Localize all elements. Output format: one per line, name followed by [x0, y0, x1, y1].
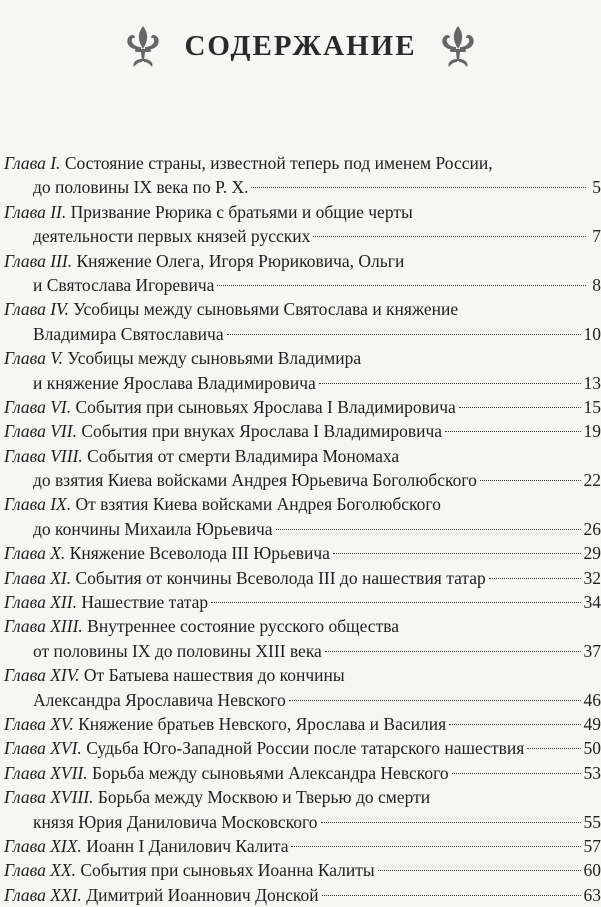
toc-entry[interactable] — [0, 834, 601, 858]
page-number[interactable]: 63 — [584, 883, 601, 907]
toc-line-text — [4, 736, 524, 760]
toc-entry[interactable] — [0, 200, 601, 249]
page-number[interactable]: 55 — [584, 810, 601, 834]
toc-entry[interactable] — [0, 444, 601, 493]
toc-line-text — [33, 517, 273, 541]
toc-entry[interactable] — [0, 883, 601, 907]
chapter-title: деятельности первых князей русских — [33, 226, 310, 246]
chapter-label: Глава II. — [4, 202, 66, 222]
toc-line — [0, 614, 601, 638]
toc-entry[interactable] — [0, 346, 601, 395]
toc-entry[interactable] — [0, 151, 601, 200]
chapter-title: Княжение Всеволода III Юрьевича — [70, 543, 330, 563]
chapter-title: События от смерти Владимира Мономаха — [87, 446, 399, 466]
toc-entry[interactable] — [0, 614, 601, 663]
toc-line — [0, 492, 601, 516]
page-number[interactable]: 53 — [584, 761, 601, 785]
toc-entry[interactable] — [0, 395, 601, 419]
toc-line — [0, 444, 601, 468]
toc-entry[interactable] — [0, 785, 601, 834]
toc-line-continued — [0, 371, 601, 395]
toc-line-text — [4, 566, 486, 590]
chapter-title: События при сыновьях Ярослава I Владимировича — [76, 397, 456, 417]
dot-leader — [227, 334, 581, 335]
toc-entry[interactable] — [0, 663, 601, 712]
toc-line-text — [4, 202, 413, 222]
chapter-title: и княжение Ярослава Владимировича — [33, 373, 316, 393]
chapter-title: Усобицы между сыновьями Святослава и княжение — [73, 299, 458, 319]
page-number[interactable]: 15 — [584, 395, 601, 419]
page-number[interactable]: 29 — [584, 541, 601, 565]
toc-line-text — [33, 175, 248, 199]
chapter-label: Глава V. — [4, 348, 63, 368]
dot-leader — [291, 846, 580, 847]
toc-line — [0, 395, 601, 419]
chapter-title: Александра Ярославича Невского — [33, 690, 286, 710]
fleur-de-lis-icon — [435, 23, 481, 69]
toc-line — [0, 834, 601, 858]
dot-leader — [313, 236, 586, 237]
toc-entry[interactable] — [0, 590, 601, 614]
chapter-label: Глава IV. — [4, 299, 69, 319]
toc-line-continued — [0, 175, 601, 199]
chapter-label: Глава XVIII. — [4, 787, 93, 807]
toc-line — [0, 883, 601, 907]
dot-leader — [378, 870, 581, 871]
dot-leader — [211, 602, 580, 603]
chapter-label: Глава VIII. — [4, 446, 83, 466]
chapter-label: Глава XIII. — [4, 616, 83, 636]
chapter-label: Глава XII. — [4, 592, 77, 612]
toc-line — [0, 541, 601, 565]
chapter-title: Княжение братьев Невского, Ярослава и Василия — [78, 714, 446, 734]
toc-line-text — [4, 858, 375, 882]
chapter-title: Усобицы между сыновьями Владимира — [67, 348, 361, 368]
toc-line-text — [4, 541, 330, 565]
chapter-title: Владимира Святославича — [33, 324, 224, 344]
toc-line-text — [4, 299, 458, 319]
chapter-title: От Батыева нашествия до кончины — [84, 665, 345, 685]
chapter-label: Глава XX. — [4, 860, 76, 880]
chapter-label: Глава I. — [4, 153, 60, 173]
toc-entry[interactable] — [0, 419, 601, 443]
page-number[interactable]: 50 — [584, 736, 601, 760]
chapter-title: и Святослава Игоревича — [33, 275, 214, 295]
chapter-title: Димитрий Иоаннович Донской — [86, 885, 318, 905]
page-number[interactable]: 34 — [584, 590, 601, 614]
chapter-label: Глава VI. — [4, 397, 71, 417]
dot-leader — [251, 187, 586, 188]
toc-line-text — [4, 446, 399, 466]
dot-leader — [217, 285, 586, 286]
toc-line-text — [4, 712, 446, 736]
chapter-label: Глава XXI. — [4, 885, 82, 905]
toc-entry[interactable] — [0, 297, 601, 346]
dot-leader — [527, 748, 580, 749]
dot-leader — [289, 700, 581, 701]
chapter-label: Глава VII. — [4, 421, 77, 441]
chapter-title: Состояние страны, известной теперь под именем России, — [65, 153, 493, 173]
chapter-title: Внутреннее состояние русского общества — [87, 616, 399, 636]
toc-line — [0, 785, 601, 809]
dot-leader — [319, 383, 581, 384]
toc-line-continued — [0, 273, 601, 297]
toc-line-continued — [0, 517, 601, 541]
toc-line — [0, 858, 601, 882]
dot-leader — [480, 480, 581, 481]
toc-line — [0, 590, 601, 614]
toc-line-text — [4, 419, 442, 443]
toc-line — [0, 761, 601, 785]
chapter-label: Глава XV. — [4, 714, 74, 734]
chapter-label: Глава IX. — [4, 494, 71, 514]
chapter-label: Глава XI. — [4, 568, 71, 588]
chapter-label: Глава X. — [4, 543, 65, 563]
toc-line-text — [33, 224, 310, 248]
toc-line — [0, 151, 601, 175]
toc-entry[interactable] — [0, 249, 601, 298]
dot-leader — [489, 578, 581, 579]
page-number[interactable]: 26 — [584, 517, 601, 541]
toc-line — [0, 346, 601, 370]
toc-entry[interactable] — [0, 492, 601, 541]
toc-line-text — [33, 371, 316, 395]
toc-line-continued — [0, 224, 601, 248]
dot-leader — [445, 431, 580, 432]
chapter-title: до половины IX века по Р. Х. — [33, 177, 248, 197]
toc-line-text — [33, 810, 318, 834]
toc-line-text — [4, 616, 399, 636]
chapter-title: События при внуках Ярослава I Владимировича — [81, 421, 442, 441]
toc-entry[interactable] — [0, 761, 601, 785]
chapter-label: Глава XVI. — [4, 738, 82, 758]
page-number[interactable]: 22 — [584, 468, 601, 492]
toc-line — [0, 249, 601, 273]
chapter-title: Княжение Олега, Игоря Рюриковича, Ольги — [76, 251, 404, 271]
toc-line — [0, 419, 601, 443]
dot-leader — [276, 529, 581, 530]
toc-line-text — [33, 468, 477, 492]
toc-line — [0, 566, 601, 590]
toc-line-text — [4, 834, 288, 858]
toc-entry[interactable] — [0, 541, 601, 565]
dot-leader — [333, 553, 581, 554]
page-number[interactable]: 7 — [589, 224, 601, 248]
toc-line-text — [4, 494, 441, 514]
toc-line-text — [4, 787, 430, 807]
chapter-title: князя Юрия Даниловича Московского — [33, 812, 318, 832]
chapter-title: до взятия Киева войсками Андрея Юрьевича Боголюбского — [33, 470, 477, 490]
dot-leader — [325, 651, 581, 652]
chapter-title: Призвание Рюрика с братьями и общие черты — [71, 202, 413, 222]
toc-line-text — [33, 273, 214, 297]
toc-entry[interactable] — [0, 712, 601, 736]
toc-line — [0, 200, 601, 224]
toc-line-text — [4, 761, 449, 785]
page-number[interactable]: 8 — [589, 273, 601, 297]
toc-line-text — [33, 322, 224, 346]
toc-line-continued — [0, 468, 601, 492]
toc-line-text — [4, 395, 456, 419]
page-number[interactable]: 13 — [584, 371, 601, 395]
dot-leader — [322, 895, 581, 896]
toc-line-text — [4, 883, 319, 907]
page-title: СОДЕРЖАНИЕ — [184, 30, 416, 63]
toc-line-text — [4, 251, 404, 271]
page-number[interactable]: 5 — [589, 175, 601, 199]
dot-leader — [449, 724, 580, 725]
chapter-label: Глава XIV. — [4, 665, 80, 685]
dot-leader — [321, 822, 581, 823]
chapter-label: Глава XVII. — [4, 763, 88, 783]
page-header — [0, 14, 601, 78]
chapter-title: от половины IX до половины XIII века — [33, 641, 322, 661]
chapter-title: до кончины Михаила Юрьевича — [33, 519, 273, 539]
chapter-title: Нашествие татар — [81, 592, 208, 612]
toc-line — [0, 663, 601, 687]
page-number[interactable]: 32 — [584, 566, 601, 590]
toc-line-continued — [0, 322, 601, 346]
toc-entry[interactable] — [0, 566, 601, 590]
chapter-title: От взятия Киева войсками Андрея Боголюбского — [76, 494, 441, 514]
toc-line-text — [4, 665, 345, 685]
toc-line — [0, 297, 601, 321]
toc-line-continued — [0, 810, 601, 834]
toc-line — [0, 712, 601, 736]
toc-line-text — [4, 153, 493, 173]
chapter-title: События от кончины Всеволода III до нашествия татар — [76, 568, 486, 588]
page-number[interactable]: 10 — [584, 322, 601, 346]
toc-line-text — [4, 348, 361, 368]
toc-line-continued — [0, 688, 601, 712]
toc-line-continued — [0, 639, 601, 663]
page-number[interactable]: 57 — [584, 834, 601, 858]
dot-leader — [459, 407, 581, 408]
chapter-title: События при сыновьях Иоанна Калиты — [80, 860, 374, 880]
chapter-title: Иоанн I Данилович Калита — [86, 836, 288, 856]
chapter-label: Глава XIX. — [4, 836, 82, 856]
chapter-title: Борьба между Москвою и Тверью до смерти — [98, 787, 430, 807]
toc-line-text — [4, 590, 208, 614]
toc-entry[interactable] — [0, 736, 601, 760]
fleur-de-lis-icon — [120, 23, 166, 69]
page-number[interactable]: 37 — [584, 639, 601, 663]
page-number[interactable]: 49 — [584, 712, 601, 736]
page-number[interactable]: 60 — [584, 858, 601, 882]
dot-leader — [452, 773, 581, 774]
toc-entry[interactable] — [0, 858, 601, 882]
chapter-title: Судьба Юго-Западной России после татарского нашествия — [86, 738, 524, 758]
toc-line-text — [33, 639, 322, 663]
page-number[interactable]: 46 — [584, 688, 601, 712]
toc-line — [0, 736, 601, 760]
table-of-contents — [0, 151, 601, 907]
chapter-label: Глава III. — [4, 251, 72, 271]
chapter-title: Борьба между сыновьями Александра Невского — [92, 763, 449, 783]
page-number[interactable]: 19 — [584, 419, 601, 443]
toc-line-text — [33, 688, 286, 712]
